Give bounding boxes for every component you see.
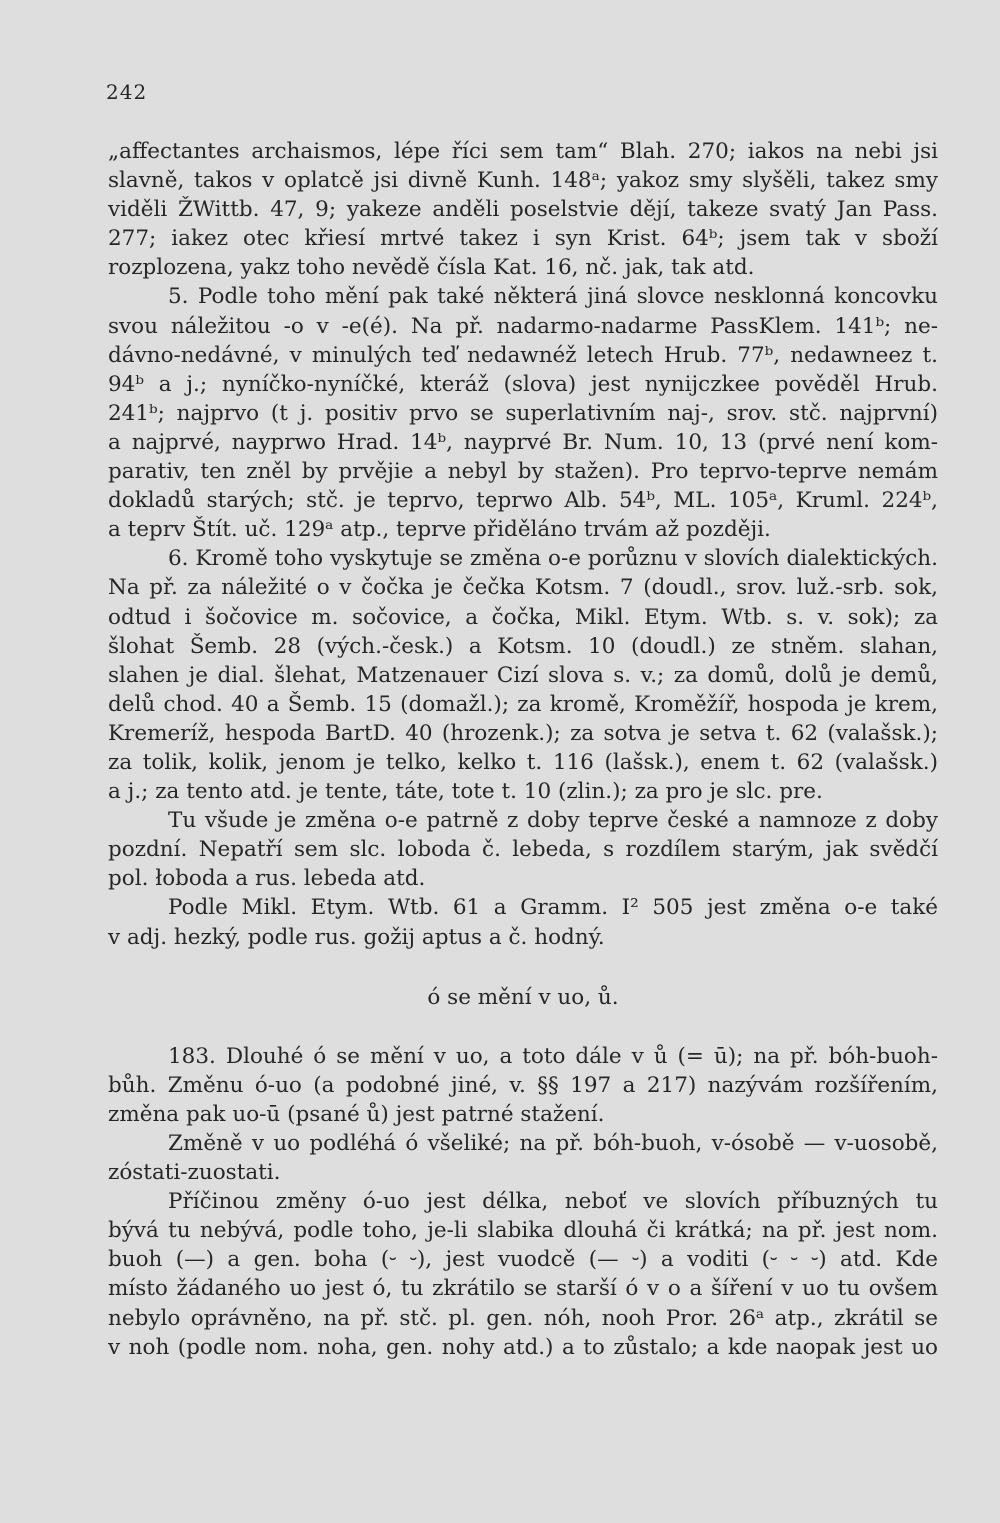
text-line: nebylo oprávněno, na př. stč. pl. gen. nóh, nooh Pror. 26ᵃ atp., zkrátil se [108,1305,938,1331]
text-line: svou náležitou -o v -e(é). Na př. nadarmo-nadarme PassKlem. 141ᵇ; ne- [108,313,938,339]
text-line: 5. Podle toho mění pak také některá jiná slovce nesklonná koncovku [168,284,938,310]
text-line: delů chod. 40 a Šemb. 15 (domažl.); za kromě, Kroměžíř, hospoda je krem, [108,691,938,717]
page-number: 242 [106,80,148,104]
text-line: a najprvé, nayprwo Hrad. 14ᵇ, nayprvé Br. Num. 10, 13 (prvé není kom- [108,429,938,455]
text-line: za tolik, kolik, jenom je telko, kelko t. 116 (lašsk.), enem t. 62 (valašsk.) [108,749,938,775]
text-line: a j.; za tento atd. je tente, táte, tote t. 10 (zlin.); za pro je slc. pre. [108,779,823,805]
text-line: 183. Dlouhé ó se mění v uo, a toto dále v ů (= ū); na př. bóh-buoh- [168,1043,938,1069]
text-line: buoh (—) a gen. boha (⏑ ⏑), jest vuodcě (— ⏑) a voditi (⏑ ⏑ ⏑) atd. Kde [108,1247,938,1273]
text-line: odtud i šočovice m. sočovice, a čočka, Mikl. Etym. Wtb. s. v. sok); za [108,604,938,630]
text-line: Na př. za náležité o v čočka je čečka Kotsm. 7 (doudl., srov. luž.-srb. sok, [108,575,938,601]
text-line: pol. łoboda a rus. lebeda atd. [108,866,426,892]
text-line: 94ᵇ a j.; nyníčko-nyníčké, kteráž (slova) jest nynijczkee pověděl Hrub. [108,371,938,397]
text-line: místo žádaného uo jest ó, tu zkrátilo se starší ó v o a šíření v uo tu ovšem [108,1276,938,1302]
text-line: šlohat Šemb. 28 (vých.-česk.) a Kotsm. 10 (doudl.) ze stněm. slahan, [108,633,938,659]
text-line: a teprv Štít. uč. 129ᵃ atp., teprve přiděláno trvám až později. [108,517,771,543]
text-line: 6. Kromě toho vyskytuje se změna o-e porůznu v slovích dialektických. [168,546,938,572]
text-line: v noh (podle nom. noha, gen. nohy atd.) a to zůstalo; a kde naopak jest uo [108,1334,938,1360]
text-line: rozplozena, yakz toho nevědě čísla Kat. 16, nč. jak, tak atd. [108,255,755,281]
text-line: Změně v uo podléhá ó všeliké; na př. bóh-buoh, v-ósobě — v-uosobě, [168,1131,938,1156]
text-line: slavně, takos v oplatcě jsi divně Kunh. 148ᵃ; yakoz smy slyšěli, takez smy [108,168,938,194]
text-line: Příčinou změny ó-uo jest délka, neboť ve slovích příbuzných tu [168,1189,938,1215]
text-line: bývá tu nebývá, podle toho, je-li slabika dlouhá či krátká; na př. jest nom. [108,1218,938,1244]
section-heading: ó se mění v uo, ů. [427,984,619,1010]
text-line: viděli ŽWittb. 47, 9; yakeze anděli poselstvie dějí, takeze svatý Jan Pass. [108,197,938,223]
text-line: Podle Mikl. Etym. Wtb. 61 a Gramm. I² 505 jest změna o-e také [168,895,938,921]
text-line: pozdní. Nepatří sem slc. loboda č. lebeda, s rozdílem starým, jak svědčí [108,837,938,863]
text-line: 277; iakez otec křiesí mrtvé takez i syn Krist. 64ᵇ; jsem tak v sboží [108,226,938,252]
text-line: dokladů starých; stč. je teprvo, teprwo Alb. 54ᵇ, ML. 105ᵃ, Kruml. 224ᵇ, [108,488,938,514]
text-line: změna pak uo-ū (psané ů) jest patrné stažení. [108,1101,605,1127]
body-text [108,137,938,1362]
text-line: bůh. Změnu ó-uo (a podobné jiné, v. §§ 197 a 217) nazývám rozšířením, [108,1072,938,1098]
text-line: Tu všude je změna o-e patrně z doby teprve české a namnoze z doby [168,808,938,834]
text-line: parativ, ten zněl by prvějie a nebyl by stažen). Pro teprvo-teprve nemám [108,459,938,485]
text-line: dávno-nedávné, v minulých teď nedawnéž letech Hrub. 77ᵇ, nedawneez t. [108,342,938,368]
text-line: slahen je dial. šlehat, Matzenauer Cizí slova s. v.; za domů, dolů je demů, [108,662,938,688]
text-line: 241ᵇ; najprvo (t j. positiv prvo se superlativním naj-, srov. stč. najprvní) [108,400,938,426]
text-line: zóstati-zuostati. [108,1160,281,1186]
text-line: Kremeríž, hespoda BartD. 40 (hrozenk.); za sotva je setva t. 62 (valašsk.); [108,720,938,746]
text-line: v adj. hezký, podle rus. gožij aptus a č. hodný. [108,924,605,950]
text-line: „affectantes archaismos, lépe říci sem tam“ Blah. 270; iakos na nebi jsi [108,139,938,164]
